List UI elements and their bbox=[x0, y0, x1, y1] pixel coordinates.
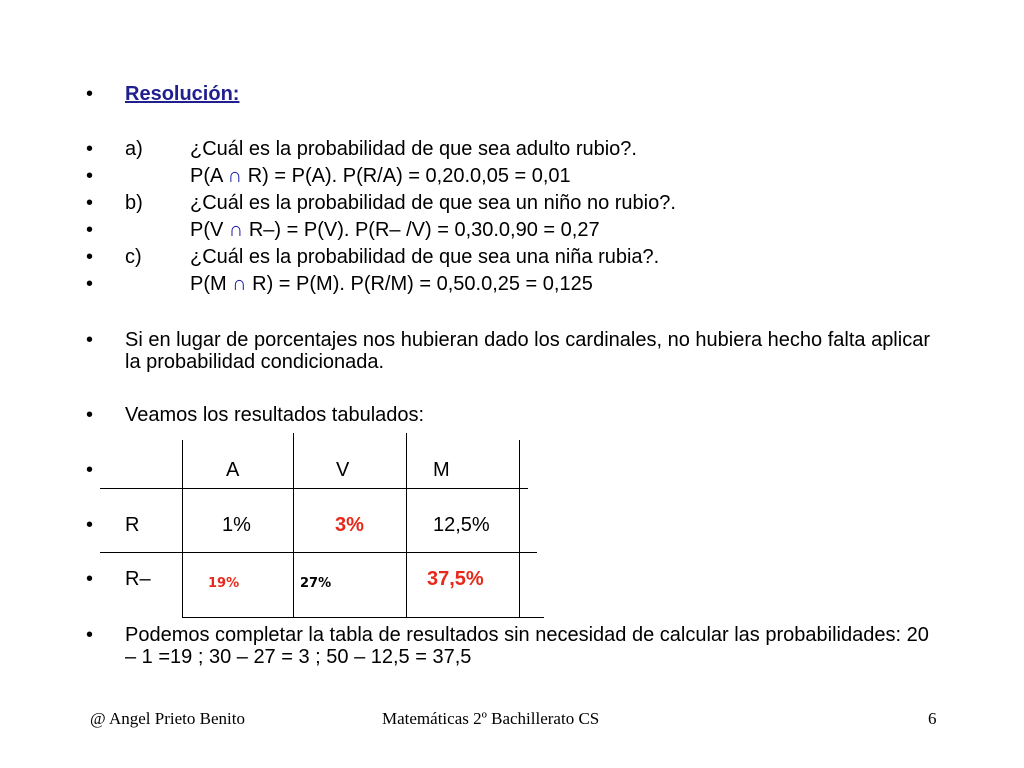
bullet: • bbox=[86, 459, 94, 481]
footer-course: Matemáticas 2º Bachillerato CS bbox=[382, 709, 600, 728]
slide-title: Resolución: bbox=[125, 83, 240, 105]
question-a: ¿Cuál es la probabilidad de que sea adulto rubio?. bbox=[190, 138, 637, 160]
bullet: • bbox=[86, 192, 94, 214]
table-hline bbox=[100, 488, 528, 489]
table-row-label: R– bbox=[125, 568, 151, 590]
table-cell: 19% bbox=[208, 576, 240, 591]
item-label-b: b) bbox=[125, 192, 143, 214]
table-cell: 27% bbox=[300, 576, 332, 591]
paragraph-cardinales: Si en lugar de porcentajes nos hubieran dado los cardinales, no hubiera hecho falta aplicar la probabilidad condicionada. bbox=[125, 329, 930, 373]
bullet: • bbox=[86, 165, 94, 187]
table-vline bbox=[406, 433, 407, 618]
table-hline bbox=[182, 617, 544, 618]
table-cell: 12,5% bbox=[433, 514, 490, 536]
bullet: • bbox=[86, 568, 94, 590]
intersection-symbol: ∩ bbox=[227, 165, 243, 187]
calc-c: P(M ∩ R) = P(M). P(R/M) = 0,50.0,25 = 0,125 bbox=[190, 273, 593, 295]
footer-author: @ Angel Prieto Benito bbox=[90, 709, 245, 728]
table-vline bbox=[519, 440, 520, 618]
table-vline bbox=[182, 440, 183, 618]
table-cell: 37,5% bbox=[427, 568, 484, 590]
bullet: • bbox=[86, 404, 94, 426]
table-vline bbox=[293, 433, 294, 618]
intersection-symbol: ∩ bbox=[228, 219, 244, 241]
bullet: • bbox=[86, 138, 94, 160]
calc-b: P(V ∩ R–) = P(V). P(R– /V) = 0,30.0,90 = 0,27 bbox=[190, 219, 600, 241]
question-c: ¿Cuál es la probabilidad de que sea una niña rubia?. bbox=[190, 246, 660, 268]
bullet: • bbox=[86, 219, 94, 241]
bullet: • bbox=[86, 624, 94, 646]
table-hline bbox=[100, 552, 537, 553]
question-b: ¿Cuál es la probabilidad de que sea un niño no rubio?. bbox=[190, 192, 676, 214]
paragraph-tabulados: Veamos los resultados tabulados: bbox=[125, 404, 425, 426]
bullet: • bbox=[86, 329, 94, 351]
calc-a: P(A ∩ R) = P(A). P(R/A) = 0,20.0,05 = 0,01 bbox=[190, 165, 571, 187]
bullet: • bbox=[86, 246, 94, 268]
table-header: M bbox=[433, 459, 450, 481]
intersection-symbol: ∩ bbox=[232, 273, 247, 295]
paragraph-completar: Podemos completar la tabla de resultados sin necesidad de calcular las probabilidades: 20 – 1 =19 ; 30 – 27 = 3 ; 50 – 12,5 = 37,5 bbox=[125, 624, 929, 668]
page-number: 6 bbox=[928, 709, 937, 728]
bullet: • bbox=[86, 514, 94, 536]
item-label-c: c) bbox=[125, 246, 142, 268]
item-label-a: a) bbox=[125, 138, 143, 160]
table-cell: 1% bbox=[222, 514, 251, 536]
table-header: A bbox=[226, 459, 240, 481]
bullet: • bbox=[86, 273, 94, 295]
table-cell: 3% bbox=[335, 514, 364, 536]
table-row-label: R bbox=[125, 514, 140, 536]
bullet: • bbox=[86, 83, 94, 105]
table-header: V bbox=[336, 459, 350, 481]
